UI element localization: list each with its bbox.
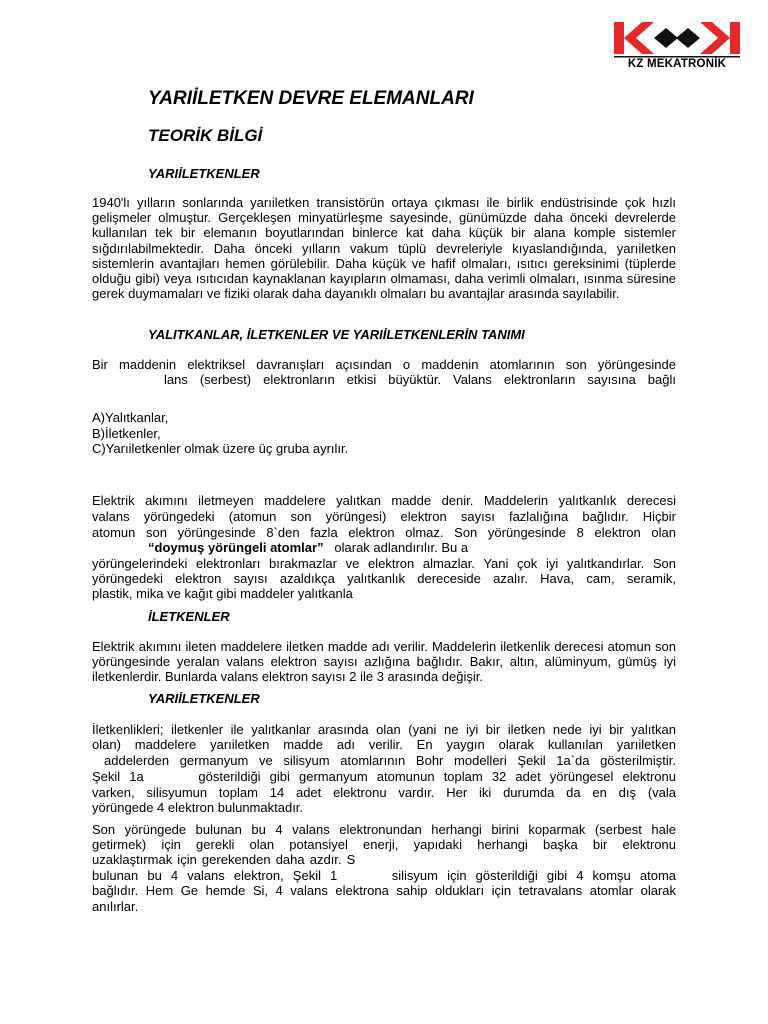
valans-line-4: bulunan bu 4 valans elektron, Şekil 1 silisyum için gösterildiği gibi 4 komşu atoma <box>92 868 676 883</box>
logo-bar-left <box>614 22 624 54</box>
valans-line-6: anılırlar. <box>92 899 139 914</box>
yalitkan-line-5: yörüngelerindeki elektronları bırakmazlar ve elektron almazlar. Yani çok iyi yalıtkandırlar. Son <box>92 556 676 571</box>
section-heading-iletkenler: İLETKENLER <box>148 609 230 624</box>
logo-bar-right <box>730 22 740 54</box>
logo-diamond-left <box>654 28 678 48</box>
paragraph-intro-text: 1940'lı yılların sonlarında yarıiletken transistörün ortaya çıkması ile birlik endüstrisinde çok hızlı gelişmeler olmuştur. Gerçekleşen minyatürleşme sayesinde, günümüzde daha önceki devrelerde kullanılan tek bir elemanın boyutlarından binlerce kat daha küçük bir alana komple sistemler sığdırılabilmektedir. Daha önceki yılların vakum tüplü devreleriyle kıyaslandığında, yarıiletken sistemlerin avantajları hemen görülebilir. Daha küçük ve hafif olmaları, ısıtıcı gereksinimi (tüplerde olduğu gibi) veya ısıtıcıdan kaynaklanan kayıpların olmaması, daha verimli olmaları, ısınma süresine gerek duymamaları ve fiziki olarak daha dayanıklı olmaları bu avantajlar arasında sayılabilir. <box>92 195 676 302</box>
yalitkan-line-7: plastik, mika ve kağıt gibi maddeler yalıtkanla <box>92 586 353 601</box>
yalitkan-line-3: atomun son yörüngesinde 8`den fazla elektron olmaz. Son yörüngesinde 8 elektron olan <box>92 525 676 540</box>
yalitkan-line-6: yörüngedeki elektron sayısı azaldıkça yalıtkanlık dereceside azalır. Hava, cam, seramik, <box>92 571 676 586</box>
paragraph-intro <box>92 195 676 301</box>
list-item-a: A)Yalıtkanlar, <box>92 410 169 425</box>
yariiletken-line-2: olan) maddelere yarıiletken madde adı verilir. En yaygın olarak kullanılan yarıiletken <box>92 737 676 752</box>
yalitkan-line-4-rest: olarak adlandırılır. Bu a <box>334 540 469 555</box>
yariiletken-line-1: İletkenlikleri; iletkenler ile yalıtkanlar arasında olan (yani ne iyi bir iletken nede iyi bir yalıtkan <box>92 722 676 737</box>
yalitkan-line-1: Elektrik akımını iletmeyen maddelere yalıtkan madde denir. Maddelerin yalıtkanlık derecesi <box>92 493 676 508</box>
list-item-b: B)İletkenler, <box>92 426 161 441</box>
yariiletken-line-3: addelerden germanyum ve silisyum atomlarının Bohr modelleri Şekil 1a`da gösterilmiştir. <box>104 753 676 768</box>
logo-k-right <box>700 22 730 54</box>
paragraph-iletkenler <box>92 639 676 685</box>
logo-k-left <box>624 22 654 54</box>
yariiletken-line-4: Şekil 1a gösterildiği gibi germanyum atomunun toplam 32 adet yörüngesel elektronu <box>92 769 676 784</box>
valans-line-2: getirmek) için gerekli olan potansiyel enerji, yapıdaki herhangi başka bir elektronu <box>92 837 676 852</box>
paragraph-iletkenler-text: Elektrik akımını ileten maddelere iletken madde adı verilir. Maddelerin iletkenlik derecesi atomun son yörüngesinde yeralan valans elektron sayısı azlığına bağlıdır. Bakır, altın, alüminyum, gümüş iyi iletkenlerdir. Bunlarda valans elektron sayısı 2 ile 3 arasında değişir. <box>92 639 676 685</box>
logo-text: KZ MEKATRONİK <box>627 58 727 70</box>
valans-line-5: bağlıdır. Hem Ge hemde Si, 4 valans elektrona sahip oldukları için tetravalans atomlar olarak <box>92 883 676 898</box>
definition-line-2: lans (serbest) elektronların etkisi büyüktür. Valans elektronların sayısına bağlı <box>164 372 676 387</box>
page-subtitle: TEORİK BİLGİ <box>148 126 263 145</box>
section-heading-yariiletkenler: YARIİLETKENLER <box>148 166 260 181</box>
section-heading-tanim: YALITKANLAR, İLETKENLER VE YARIİLETKENLERİN TANIMI <box>148 327 525 342</box>
yariiletken-line-5: varken, silisyumun toplam 14 adet elektronu vardır. Her iki durumda da en dış (vala <box>92 785 676 800</box>
yariiletken-line-6: yörüngede 4 elektron bulunmaktadır. <box>92 800 304 815</box>
bold-term: “doymuş yörüngeli atomlar” <box>148 540 324 555</box>
logo-diamond-right <box>676 28 700 48</box>
valans-line-3: uzaklaştırmak için gerekenden daha azdır. S <box>92 852 356 867</box>
yalitkan-line-2: valans yörüngedeki (atomun son yörüngesi) elektron sayısı fazlalığına bağlıdır. Hiçbir <box>92 509 676 524</box>
valans-line-1: Son yörüngede bulunan bu 4 valans elektronundan herhangi birini koparmak (serbest hale <box>92 822 676 837</box>
page-title: YARIİLETKEN DEVRE ELEMANLARI <box>148 88 474 109</box>
definition-line-1: Bir maddenin elektriksel davranışları açısından o maddenin atomlarının son yörüngesinde <box>92 357 676 372</box>
list-item-c: C)Yarıiletkenler olmak üzere üç gruba ayrılır. <box>92 441 349 456</box>
yalitkan-line-4 <box>148 540 468 555</box>
section-heading-yariiletkenler-2: YARIİLETKENLER <box>148 691 260 706</box>
